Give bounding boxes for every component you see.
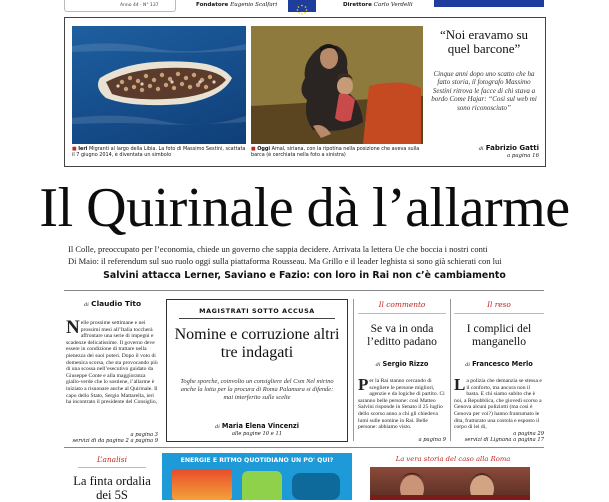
ad-product-image <box>172 469 232 500</box>
reso-page-ref[interactable]: a pagina 29 <box>513 431 544 437</box>
eu-flag-icon <box>288 0 316 12</box>
commento-text: er la Rai stanno cercando di scegliere le persone migliori, agenzie e da logiche di partito. Ci saranno belle persone: così Matteo Salvini risponde in Senato il 25 luglio dello scorso anno a chi gli chiedeva lumi sulle nomine in Rai. Belle persone: abbiamo visto. <box>358 378 445 431</box>
analysis-headline[interactable]: La finta ordalia dei 5S <box>73 474 151 502</box>
reso-byline-prefix: di <box>465 362 471 368</box>
reso-text: a polizia che demanzia se stessa e il conforto, ma ancora non il basta. E chi siamo subito che è noi, a Repubblica, che giovedì scorso a Genova alcuni poliziotti (ma cosi è Genova per voi?) hanno frantumato le dita, fratturato una costola e esposto il corpo di lei di, <box>454 378 542 431</box>
main-summary-1: Il Colle, preoccupato per l’economia, chiede un governo che sappia decidere. Arrivata la lettera Ue che boccia i nostri conti <box>68 244 488 254</box>
col4-divider <box>450 299 451 441</box>
reso-kicker: Il reso <box>487 300 511 309</box>
ad-banner[interactable] <box>162 453 352 500</box>
photo-story-page-ref[interactable]: a pagina 16 <box>506 153 539 159</box>
reso-kicker-rule <box>454 313 544 314</box>
commento-dropcap: P <box>358 375 369 394</box>
photo-story-byline <box>429 144 539 152</box>
tito-text: elle prossime settimane e nei prossimi mesi all’Italia toccherà affrontare una serie di impegni e scadenze delicatissime. Il governo deve essere in condizione di trattare nella pienezza dei suoi poteri. Dopo il voto di domenica scorsa, che sta provocando più di una scossa nell’esecutivo guidato da Giuseppe Conte e alla maggioranza giallo-verde che lo sostiene, l’allarme è iniziato a risuonare anche al Quirinale. Il capo dello Stato, Sergio Mattarella, ieri ha incontrato il presidente del Consiglio, <box>66 320 158 406</box>
photo-story-deck: Cinque anni dopo uno scatto che ha fatto storia, il fotografo Massimo Sestini ritrova le facce di chi stava a bordo Come Hajar: “Così sul web mi sono riconosciuto” <box>431 70 537 112</box>
photo-story-headline[interactable]: “Noi eravamo su quel barcone” <box>439 27 529 56</box>
col3-divider <box>353 299 354 441</box>
migrant-boat-photo <box>72 26 246 144</box>
inchiesta-headline[interactable]: Nomine e corruzione altri tre indagati <box>174 326 340 361</box>
inchiesta-kicker-rule <box>179 318 335 319</box>
right-caption-bold: Oggi <box>257 146 271 152</box>
analysis-kicker: L’analisi <box>97 455 127 464</box>
reso-headline[interactable]: I complici del manganello <box>466 322 532 349</box>
masthead-right-box <box>434 0 544 7</box>
left-photo-caption: ■ Ieri Migranti al largo della Libia. La foto di Massimo Sestini, scattata il 7 giugno 2014, è diventata un simbolo <box>72 146 246 158</box>
inchiesta-page-ref[interactable]: alle pagine 10 e 11 <box>231 431 283 437</box>
reso-byline <box>454 360 544 368</box>
inchiesta-byline-author[interactable]: Maria Elena Vincenzi <box>221 422 299 430</box>
inchiesta-byline <box>167 422 347 430</box>
founder-name: Eugenio Scalfari <box>230 2 278 8</box>
commento-kicker: Il commento <box>378 300 426 309</box>
tito-byline-author[interactable]: Claudio Tito <box>91 299 142 308</box>
photo-story-box <box>64 17 546 167</box>
bottom-divider <box>64 447 544 448</box>
reso-extra-ref-page: a pagina 17 <box>513 437 544 443</box>
woman-child-photo <box>251 26 423 144</box>
reso-byline-author[interactable]: Francesco Merlo <box>472 360 533 368</box>
commento-headline[interactable]: Se va in onda l’editto padano <box>367 322 437 349</box>
analysis-kicker-rule <box>78 467 146 468</box>
section-divider <box>64 290 544 291</box>
founder-line <box>196 2 277 8</box>
byline-author: Fabrizio Gatti <box>485 144 539 152</box>
inchiesta-kicker: MAGISTRATI SOTTO ACCUSA <box>199 307 315 315</box>
director-name: Carlo Verdelli <box>373 2 413 8</box>
reso-extra-ref[interactable] <box>454 437 544 443</box>
right-photo-caption: ■ Oggi Amal, siriana, con la ripotina nella posizione che aveva sulla barca (è cerchiata nella foto a sinistra) <box>251 146 420 158</box>
tito-dropcap: N <box>66 317 80 338</box>
commento-kicker-rule <box>358 313 446 314</box>
left-caption-bold: Ieri <box>78 146 88 152</box>
reso-extra-ref-label: servizi di Lignana <box>464 437 512 443</box>
commento-byline <box>358 360 446 368</box>
inchiesta-box <box>166 299 348 442</box>
director-line <box>343 2 413 8</box>
masthead-strip <box>64 0 544 14</box>
main-subhead[interactable]: Salvini attacca Lerner, Saviano e Fazio: con loro in Rai non c’è cambiamento <box>103 270 506 281</box>
ad-bottle-image <box>242 471 282 500</box>
director-label: Direttore <box>343 2 372 8</box>
commento-article <box>358 375 446 431</box>
tito-byline-prefix: di <box>84 302 89 308</box>
commento-byline-author[interactable]: Sergio Rizzo <box>382 360 429 368</box>
founder-label: Fondatore <box>196 2 229 8</box>
commento-byline-prefix: di <box>375 362 381 368</box>
inchiesta-deck: Toghe sporche, coinvolto un consigliere del Csm Nel mirino anche la lotta per la procura di Roma Palamara si difende: mai interferito sulle scelte <box>180 378 334 401</box>
right-caption-text: Amal, siriana, con la ripotina nella posizione che aveva sulla barca (è cerchiata nella foto a sinistra) <box>251 146 420 158</box>
issue-number: Anno 44 · N° 137 <box>120 3 159 8</box>
tito-ref2[interactable]: servizi di da pagina 2 a pagina 9 <box>72 438 158 444</box>
tito-article <box>66 317 158 406</box>
left-caption-text: Migranti al largo della Libia. La foto di Massimo Sestini, scattata il 7 giugno 2014, è diventata un simbolo <box>72 146 246 158</box>
tito-byline <box>84 299 141 308</box>
main-summary-2: Di Maio: il referendum sul suo ruolo oggi sulla piattaforma Rousseau. Ma Grillo e il leader leghista si sono già schierati con lui <box>68 256 502 266</box>
reso-article <box>454 375 544 431</box>
story-kicker: La vera storia del caso alla Roma <box>395 455 511 463</box>
commento-page-ref[interactable]: a pagina 9 <box>418 437 446 443</box>
ad-text: ENERGIE E RITMO QUOTIDIANO UN PO' QUI? <box>180 457 334 464</box>
byline-prefix: di <box>478 146 484 152</box>
inchiesta-byline-prefix: di <box>215 424 220 430</box>
tito-ref1[interactable]: a pagina 3 <box>130 432 158 438</box>
reso-dropcap: L <box>454 375 466 394</box>
ad-cup-image <box>292 473 340 500</box>
story-photo <box>370 467 530 500</box>
main-headline[interactable]: Il Quirinale dà l’allarme <box>39 177 570 239</box>
